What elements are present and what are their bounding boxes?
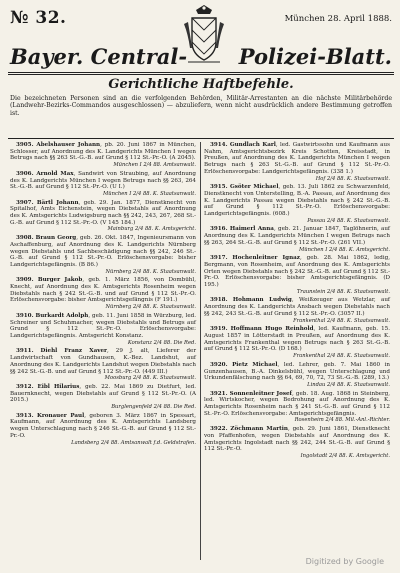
entry-number: 3913. [16, 412, 34, 419]
entry-text: led. Kaufmann, geb. 15. August 1857 in Lötterstadt in Preußen, auf Anordnung des K. Amtsgerichts Frankenthal wegen Betrugs nach § 263 St.-G.-B. auf Grund § 112 St.-Pr.-O. (D 168.) [204, 326, 390, 353]
entry-person-name: Diehl Franz Xaver [40, 348, 107, 355]
entry-authority: Frankenthal 2/4 88. K. Staatsanwalt. [293, 317, 390, 324]
warrant-entry: 3913. Kronauer Paul, geboren 3. März 1867 in Spessart, Kaufmann, auf Anordnung des K. Amtsgerichts Landsberg wegen Unterschlagung nach § 246 St.-G.-B. auf Grund § 112 St.-Pr.-O. Landsberg 2/4 88. Amtsanwalt f.d. Geldstrafen. [10, 412, 197, 446]
title-left: Bayer. Central- [10, 44, 188, 69]
entry-text: led. Gastwirtssohn und Kaufmann aus Nahm, Amtsgerichtsbezirk Kreis Schotten, Kreisstadt, in Preußen, auf Anordnung des K. Landgerichts München I wegen Betrugs nach § 263 St.-G.-B. auf Grund § 112 St.-Pr.-O. Erlöschensvorgabe: Landgerichtsgefängnis. (338 1.) [204, 142, 390, 175]
warrant-entry: 3907. Bärtl Johann, geb. 29. Jan. 1877, Dienstknecht von Spitalhof, Amts Eichenstein, wegen Diebstahls auf Anordnung des K. Amtsgerichts Ludwigsburg nach §§ 242, 243, 267, 268 St.-G.-B. auf Grund § 112 St.-Pr.-O. (V 145 184.) Mainburg 2/4 88. K. Amtsgericht. [10, 199, 196, 233]
entry-person-name: Pietz Michael [232, 361, 278, 368]
entry-person-name: Burger Jakob [37, 277, 83, 284]
entry-authority: Konstanz 2/4 88. Die Red. [127, 339, 196, 346]
issue-date: München 28. April 1888. [284, 14, 392, 24]
entry-number: 3914. [210, 142, 228, 148]
entry-number: 3912. [16, 383, 34, 390]
entry-person-name: Sonnenleitner Josef [229, 390, 292, 397]
entry-person-name: Hohmann Ludwig [232, 297, 292, 304]
entry-number: 3921. [210, 390, 228, 397]
entry-text: geb. 18. Aug. 1868 in Steinberg, led. Wirtskocher, wegen Bedrohung auf Anordnung des K. Amtsgerichts Rosenheim nach § 241 St.-G.-B. auf Grund § 112 St.-Pr.-O. Erlöschensvorgabe: Amtsgerichtsgefängnis. [204, 390, 391, 417]
entry-authority: München I 2/4 88. K. Staatsanwalt. [103, 190, 196, 197]
entry-authority: Lindau 2/4 88. K. Staatsanwalt. [307, 381, 390, 388]
entry-text: led. Lehrer, geb. 7. Mai 1860 in Gunzenhausen, B.-A. Dinkelsbühl, wegen Unterschlagung und Urkundenfälschung nach §§ 64, 69, 70, 72, 73 St.-G.-B. (289, 13.) [204, 361, 390, 382]
entry-person-name: Gsöter Michael [229, 184, 279, 191]
warrant-entry: 3906. Arnold Max, Sandwirt von Straubing, auf Anordnung des K. Landgerichts München I wegen Betrugs nach §§ 263, 264 St.-G.-B. auf Grund § 112 St.-Pr.-O. (U I.) München I 2/4 88. K. Staatsanwalt. [10, 170, 196, 197]
entry-authority: Hof 2/4 88. K. Staatsanwalt. [315, 175, 390, 182]
entry-authority: Frankenthal 2/4 88. K. Staatsanwalt. [293, 353, 390, 360]
entry-number: 3909. [16, 277, 34, 284]
warrant-entry: 3922. Zöchmann Martin, geb. 29. Juni 1861, Dienstknecht von Pfaffenhofen, wegen Diebstahls auf Anordnung des K. Amtsgerichts Ingolstadt nach §§ 242, 244 St.-G.-B. auf Grund § 112 St.-Pr.-O. Ingolstadt 2/4 88. K. Amtsgericht. [204, 426, 390, 459]
issue-number: № 32. [10, 8, 67, 28]
entry-authority: Burglengenfeld 2/4 88. Die Red. [111, 404, 196, 411]
right-column [204, 142, 390, 462]
warrant-entry: 3921. Sonnenleitner Josef, geb. 18. Aug. 1868 in Steinberg, led. Wirtskocher, wegen Bedrohung auf Anordnung des K. Amtsgerichts Rosenheim nach § 241 St.-G.-B. auf Grund § 112 St.-Pr.-O. Erlöschensvorgabe: Amtsgerichtsgefängnis. Rosenheim 2/4 88. Mil.-Anl.-Richter. [204, 390, 391, 424]
entry-person-name: Abelshauser Johann [36, 142, 101, 148]
warrant-entry: 3912. Eibl Hilarius, geb. 22. Mai 1869 zu Dietfurt, led. Bauernknecht, wegen Diebstahls auf Grund § 112 St.-Pr.-O. (A 2015.) Burglengenfeld 2/4 88. Die Red. [10, 383, 196, 411]
entry-text: Weißzeuger aus Wetzlar, auf Anordnung des K. Landgerichts Ansbach wegen Diebstahls nach §§ 242, 243 St.-G.-B. auf Grund § 112 St.-Pr.-O. (3057 II.) [204, 297, 390, 317]
entry-number: 3908. [16, 235, 34, 242]
warrant-entry: 3917. Hochenleitner Ignaz, geb. 28. Mai 1862, ledig, Bergmann, von Rosenheim, auf Anordnung des K. Amtsgerichts Orten wegen Diebstahls nach § 242 St.-G.-B. auf Grund § 112 St.-Pr.-O. Erlöschensvorgabe: bisher Amtsgerichtsgefängnis. (D 195.) Traunstein 2/4 88. K. Staatsanwalt. [204, 255, 390, 295]
entry-person-name: Burkardt Adolph [35, 312, 89, 319]
warrant-entry: 3919. Hoffmann Hugo Reinhold, led. Kaufmann, geb. 15. August 1857 in Lötterstadt in Preußen, auf Anordnung des K. Amtsgerichts Frankenthal wegen Betrugs nach § 263 St.-G.-B. auf Grund § 112 St.-Pr.-O. (D 168.) Frankenthal 2/4 88. K. Staatsanwalt. [204, 326, 390, 360]
warrant-entry: 3920. Pietz Michael, led. Lehrer, geb. 7. Mai 1860 in Gunzenhausen, B.-A. Dinkelsbühl, wegen Unterschlagung und Urkundenfälschung nach §§ 64, 69, 70, 72, 73 St.-G.-B. (289, 13.) Lindau 2/4 88. K. Staatsanwalt. [204, 361, 390, 388]
masthead-rule-double [8, 74, 394, 75]
entry-number: 3922. [210, 426, 228, 433]
entry-person-name: Zöchmann Martin [230, 426, 288, 433]
entry-number: 3917. [210, 255, 228, 262]
entry-person-name: Kronauer Paul [36, 412, 85, 419]
entry-text: pb. 20. Juni 1867 in München, Schlosser, auf Anordnung des K. Landgerichts München I wegen Betrugs nach §§ 263 St.-G.-B. auf Grund § 112 St.-Pr.-O. (A 2045). [10, 142, 196, 162]
entry-authority: Landsberg 2/4 88. Amtsanwalt f.d. Geldstrafen. [71, 439, 196, 446]
entry-text: 29 J. alt, Lieferer der Landwirtschaft von Gundhausen, K.-Bez. Landshut, auf Anordnung des K. Landgerichts Landshut wegen Diebstahls nach §§ 242 St.-G.-B. und auf Grund § 112 St.-Pr.-O. (449 III.) [10, 348, 197, 375]
column-divider [200, 142, 201, 560]
entry-text: geb. 13. Juli 1862 zu Schwarzenfeld, Dienstknecht von Unterstelling, B.-A. Passau, auf Anordnung des K. Landgerichts Passau wegen Diebstahls nach § 242 St.-G.-B. auf Grund § 112 St.-Pr.-O. Erlöschensvorgabe: Landgerichtsgefängnis. (608.) [204, 184, 391, 218]
entry-person-name: Hochenleitner Ignaz [232, 255, 300, 262]
entry-person-name: Gundlach Karl [229, 142, 276, 148]
entry-authority: Nürnberg 2/4 88. K. Staatsanwalt. [105, 268, 196, 275]
warrant-entry: 3918. Hohmann Ludwig, Weißzeuger aus Wetzlar, auf Anordnung des K. Landgerichts Ansbach wegen Diebstahls nach §§ 242, 243 St.-G.-B. auf Grund § 112 St.-Pr.-O. (3057 II.) Frankenthal 2/4 88. K. Staatsanwalt. [204, 297, 390, 324]
entry-authority: München I 2/4 88. K. Amtsgericht. [299, 246, 390, 253]
left-column [10, 142, 196, 448]
warrant-entry: 3908. Braun Georg, geb. 26. Okt. 1847, Ingenieursmann von Aschaffenburg, auf Anordnung des K. Landgerichts Nürnberg wegen Diebstahls und Sachbeschädigung nach §§ 242, 246 St.-G.-B. auf Grund § 112 St.-Pr.-O. Erlöschensvorgabe: bisher Landgerichtsgefängnis. (B 86.) Nürnberg 2/4 88. K. Staatsanwalt. [10, 235, 196, 275]
entry-text: geb. 26. Okt. 1847, Ingenieursmann von Aschaffenburg, auf Anordnung des K. Landgerichts Nürnberg wegen Diebstahls und Sachbeschädigung nach §§ 242, 246 St.-G.-B. auf Grund § 112 St.-Pr.-O. Erlöschensvorgabe: bisher Landgerichtsgefängnis. (B 86.) [10, 235, 196, 268]
entry-number: 3915. [210, 184, 228, 191]
section-intro: Die bezeichneten Personen sind an die verfolgenden Behörden, Militär-Arrestanten an die nächste Militärbehörde (Landwehr-Bezirks-Commandos ausgeschlossen) — abzuliefern, wenn nicht ausdrücklich andere Bestimmung getroffen ist. [10, 95, 392, 117]
warrant-entry: 3911. Diehl Franz Xaver, 29 J. alt, Lieferer der Landwirtschaft von Gundhausen, K.-Bez. Landshut, auf Anordnung des K. Landgerichts Landshut wegen Diebstahls nach §§ 242 St.-G.-B. und auf Grund § 112 St.-Pr.-O. (449 III.) Moosburg 2/4 88. K. Staatsanwalt. [10, 348, 197, 382]
warrant-entry: 3916. Haimerl Anna, geb. 21. Januar 1847, Taglöhnerin, auf Anordnung des K. Landgerichts München I wegen Betrugs nach §§ 263, 264 St.-G.-B. auf Grund § 112 St.-Pr.-O. (261 VII.) München I 2/4 88. K. Amtsgericht. [204, 226, 391, 253]
entry-authority: Mainburg 2/4 88. K. Amtsgericht. [107, 226, 196, 233]
masthead-title [8, 44, 394, 70]
entry-number: 3919. [210, 326, 228, 333]
entry-text: Sandwirt von Straubing, auf Anordnung des K. Landgerichts München I wegen Betrugs nach §§ 263, 264 St.-G.-B. auf Grund § 112 St.-Pr.-O. (U I.) [10, 170, 196, 191]
newspaper-page [8, 4, 394, 570]
title-right: Polizei-Blatt. [238, 44, 392, 69]
entry-person-name: Haimerl Anna [229, 226, 274, 233]
entry-authority: Ingolstadt 2/4 88. K. Amtsgericht. [300, 452, 390, 459]
entry-number: 3911. [16, 348, 34, 355]
entry-text: geb. 1. März 1856, von Dombühl, Knecht, auf Anordnung des K. Amtsgerichts Rosenheim wegen Diebstahls nach § 242 St.-G.-B. und auf Grund § 112 St.-Pr.-O. Erlöschensvorgabe: bisher Amtsgerichtsgefängnis (F 191.) [10, 277, 196, 304]
entry-number: 3910. [16, 312, 34, 319]
entry-authority: Rosenheim 2/4 88. Mil.-Anl.-Richter. [294, 417, 390, 424]
entry-person-name: Eibl Hilarius [37, 383, 80, 390]
masthead-rule [8, 72, 394, 73]
entry-text: geb. 22. Mai 1869 zu Dietfurt, led. Bauernknecht, wegen Diebstahls auf Grund § 112 St.-Pr.-O. (A 2015.) [10, 383, 196, 404]
entry-text: geb. 29. Juni 1861, Dienstknecht von Pfaffenhofen, wegen Diebstahls auf Anordnung des K. Amtsgerichts Ingolstadt nach §§ 242, 244 St.-G.-B. auf Grund § 112 St.-Pr.-O. [204, 426, 390, 453]
entry-number: 3918. [210, 297, 228, 304]
entry-person-name: Bärtl Johann [36, 199, 79, 206]
entry-authority: München I 2/4 88. Amtsanwalt. [113, 162, 196, 169]
intro-rule [8, 138, 394, 139]
entry-person-name: Braun Georg [35, 235, 77, 242]
entry-authority: Moosburg 2/4 88. K. Staatsanwalt. [104, 375, 196, 382]
warrant-entry: 3910. Burkardt Adolph, geb. 11. Juni 1858 in Würzburg, led. Schreiner und Schuhmacher, wegen Diebstahls und Betrugs auf Grund § 112 St.-Pr.-O. Erlöschensvorgabe: Landgerichtsgefängnis. Amtsgericht Konstanz. Konstanz 2/4 88. Die Red. [10, 312, 197, 346]
watermark: Digitized by Google [305, 557, 384, 566]
section-title: Gerichtliche Haftbefehle. [108, 77, 294, 92]
warrant-entry: 3915. Gsöter Michael, geb. 13. Juli 1862 zu Schwarzenfeld, Dienstknecht von Unterstelling, B.-A. Passau, auf Anordnung des K. Landgerichts Passau wegen Diebstahls nach § 242 St.-G.-B. auf Grund § 112 St.-Pr.-O. Erlöschensvorgabe: Landgerichtsgefängnis. (608.) Passau 2/4 88. K. Staatsanwalt. [204, 184, 391, 224]
entry-person-name: Hoffmann Hugo Reinhold [230, 326, 314, 333]
entry-text: geb. 21. Januar 1847, Taglöhnerin, auf Anordnung des K. Landgerichts München I wegen Betrugs nach §§ 263, 264 St.-G.-B. auf Grund § 112 St.-Pr.-O. (261 VII.) [204, 226, 391, 246]
warrant-entry: 3909. Burger Jakob, geb. 1. März 1856, von Dombühl, Knecht, auf Anordnung des K. Amtsgerichts Rosenheim wegen Diebstahls nach § 242 St.-G.-B. und auf Grund § 112 St.-Pr.-O. Erlöschensvorgabe: bisher Amtsgerichtsgefängnis (F 191.) Nürnberg 2/4 88. K. Staatsanwalt. [10, 277, 196, 311]
entry-authority: Nürnberg 2/4 88. K. Staatsanwalt. [105, 304, 196, 311]
entry-text: geb. 11. Juni 1858 in Würzburg, led. Schreiner und Schuhmacher, wegen Diebstahls und Betrugs auf Grund § 112 St.-Pr.-O. Erlöschensvorgabe: Landgerichtsgefängnis. Amtsgericht Konstanz. [10, 312, 197, 339]
entry-authority: Traunstein 2/4 88. K. Staatsanwalt. [296, 288, 390, 295]
entry-number: 3907. [16, 199, 34, 206]
entry-number: 3920. [210, 361, 228, 368]
entry-number: 3906. [16, 170, 34, 177]
warrant-entry: 3905. Abelshauser Johann, pb. 20. Juni 1867 in München, Schlosser, auf Anordnung des K. Landgerichts München I wegen Betrugs nach §§ 263 St.-G.-B. auf Grund § 112 St.-Pr.-O. (A 2045). München I 2/4 88. Amtsanwalt. [10, 142, 196, 169]
entry-person-name: Arnold Max [36, 170, 74, 177]
entry-text: geb. 28. Mai 1862, ledig, Bergmann, von Rosenheim, auf Anordnung des K. Amtsgerichts Orten wegen Diebstahls nach § 242 St.-G.-B. auf Grund § 112 St.-Pr.-O. Erlöschensvorgabe: bisher Amtsgerichtsgefängnis. (D 195.) [204, 255, 390, 289]
entry-number: 3905. [16, 142, 34, 148]
entry-text: geboren 3. März 1867 in Spessart, Kaufmann, auf Anordnung des K. Amtsgerichts Landsberg wegen Unterschlagung nach § 246 St.-G.-B. auf Grund § 112 St.-Pr.-O. [10, 412, 197, 439]
warrant-entry: 3914. Gundlach Karl, led. Gastwirtssohn und Kaufmann aus Nahm, Amtsgerichtsbezirk Kreis Schotten, Kreisstadt, in Preußen, auf Anordnung des K. Landgerichts München I wegen Betrugs nach § 263 St.-G.-B. auf Grund § 112 St.-Pr.-O. Erlöschensvorgabe: Landgerichtsgefängnis. (338 1.) Hof 2/4 88. K. Staatsanwalt. [204, 142, 390, 182]
entry-text: geb. 29. Jan. 1877, Dienstknecht von Spitalhof, Amts Eichenstein, wegen Diebstahls auf Anordnung des K. Amtsgerichts Ludwigsburg nach §§ 242, 243, 267, 268 St.-G.-B. auf Grund § 112 St.-Pr.-O. (V 145 184.) [10, 199, 196, 226]
entry-authority: Passau 2/4 88. K. Staatsanwalt. [307, 217, 390, 224]
entry-number: 3916. [210, 226, 228, 233]
